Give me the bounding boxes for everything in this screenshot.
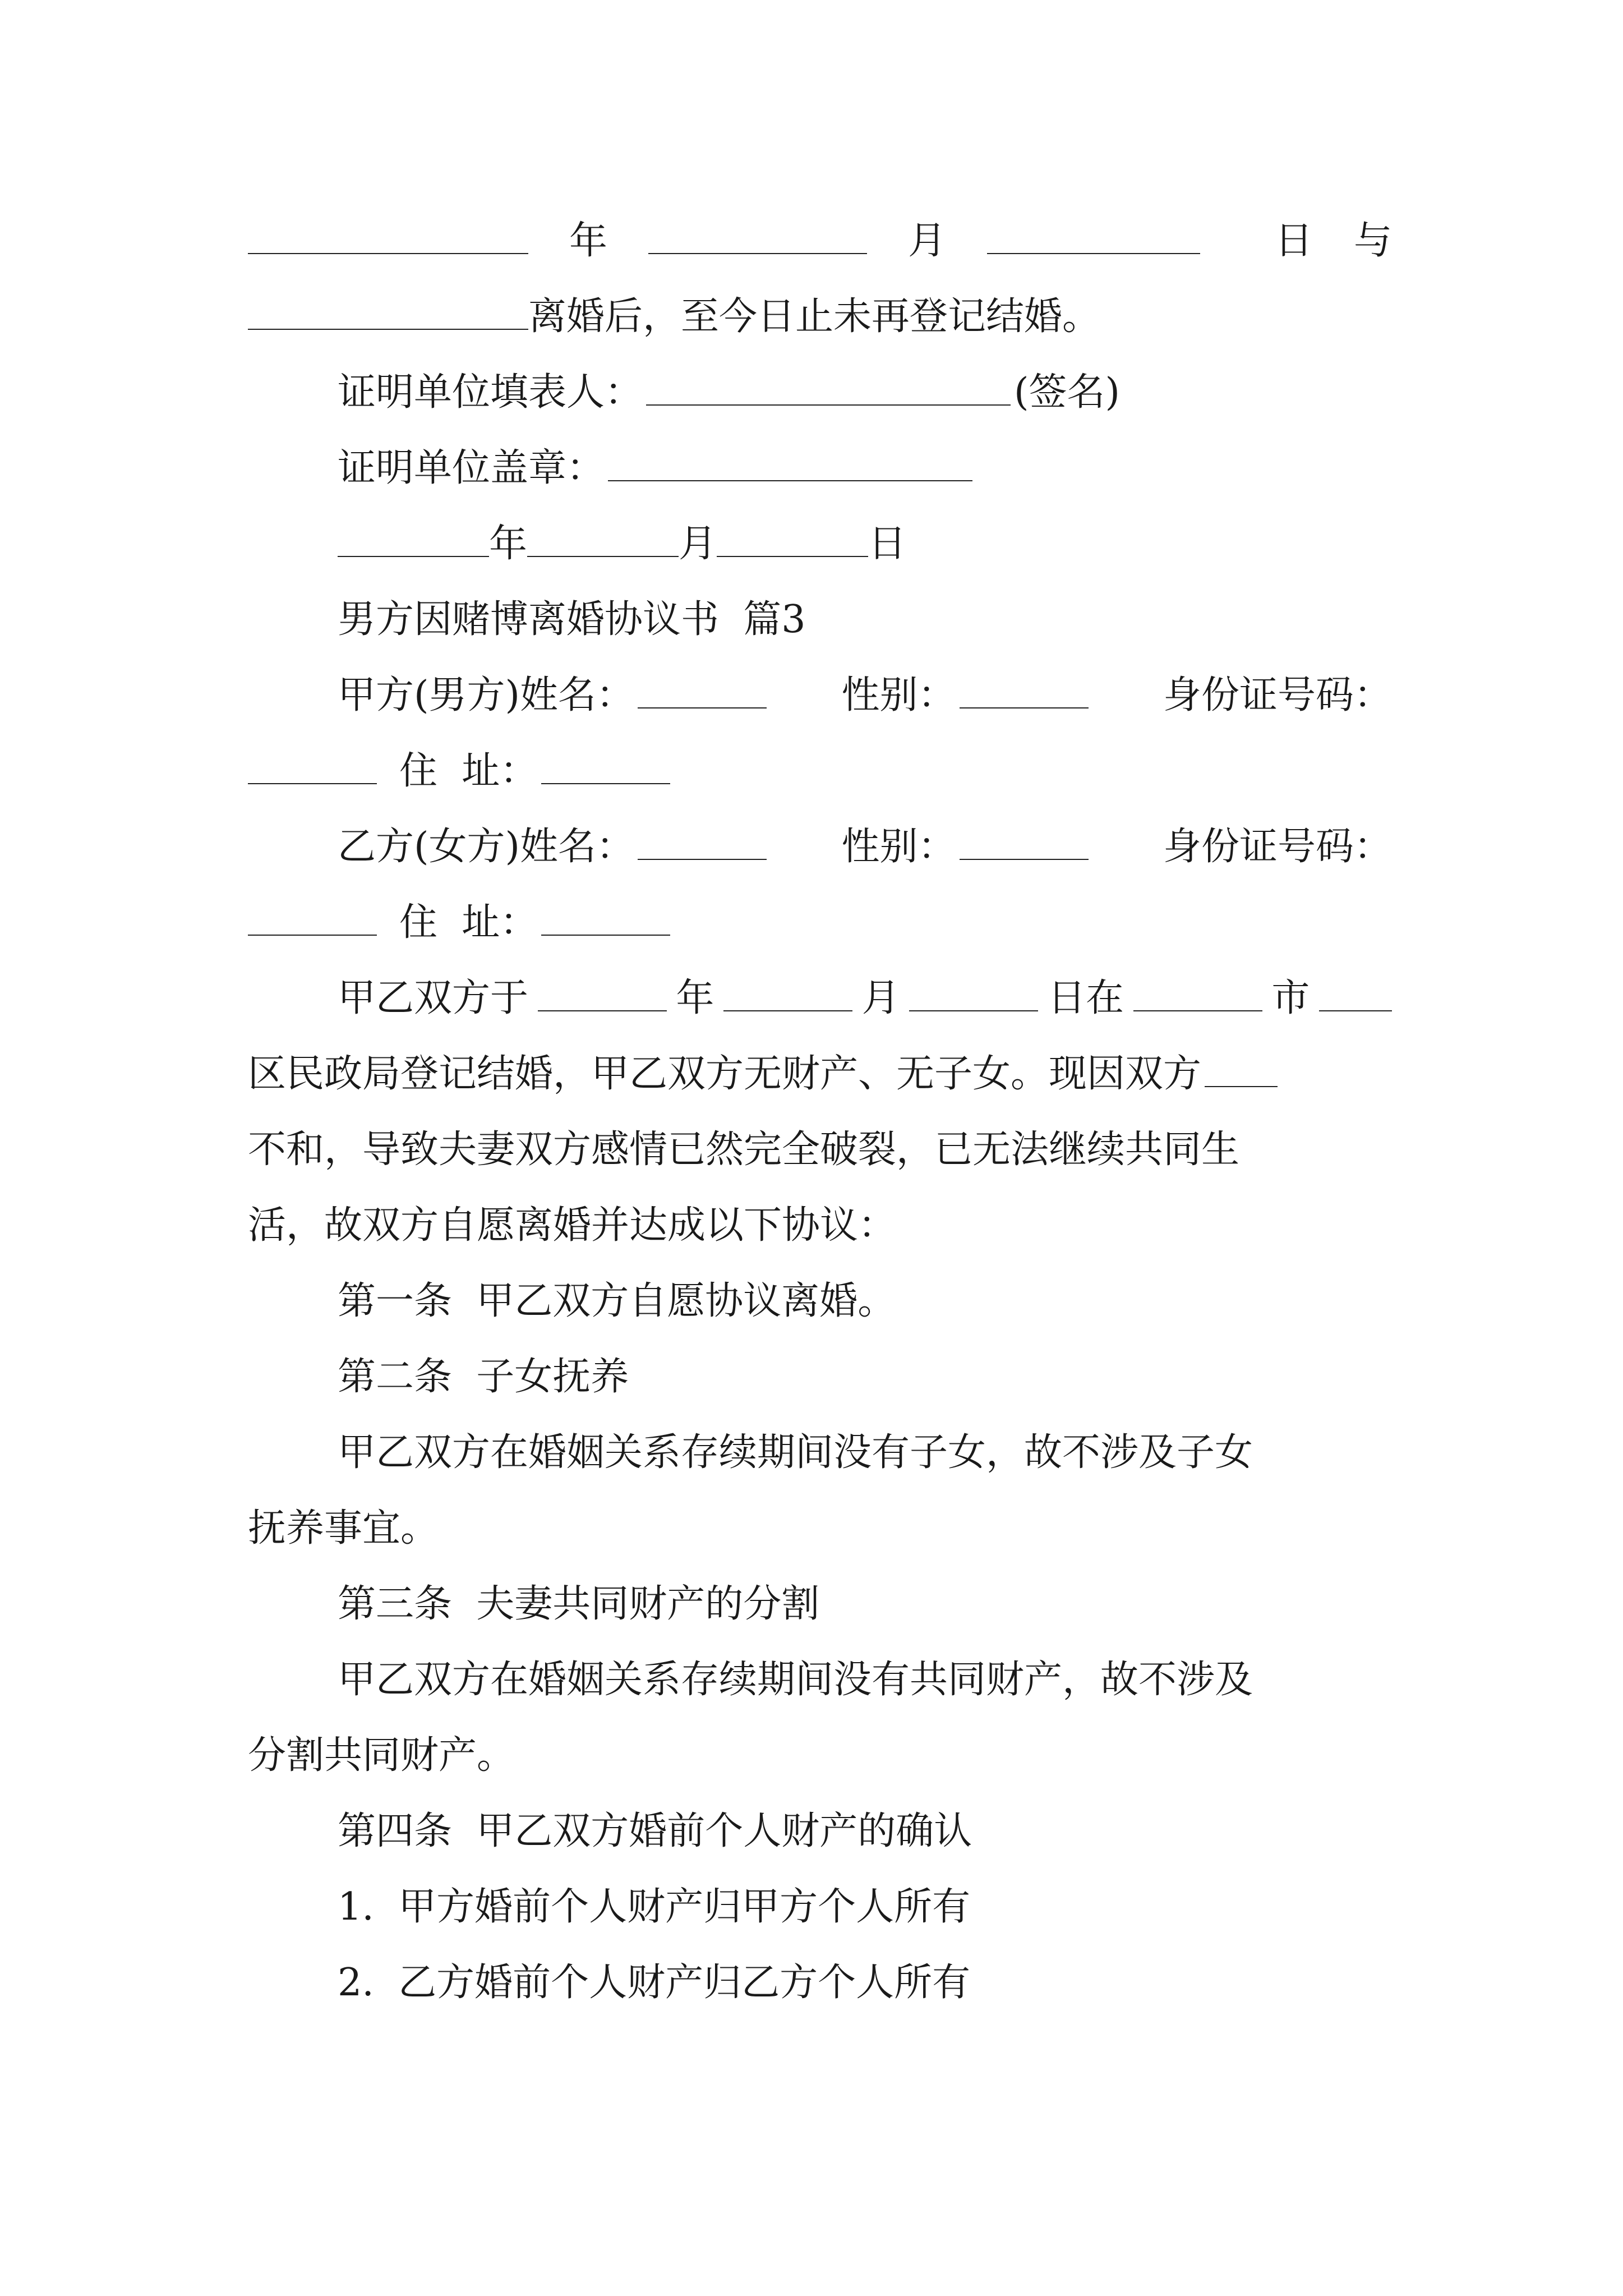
label-sex: 性别： bbox=[841, 825, 956, 869]
certificate-date-line bbox=[248, 216, 1392, 266]
label-sex: 性别： bbox=[841, 673, 956, 717]
list-item: 1. 甲方婚前个人财产归甲方个人所有 bbox=[338, 1885, 971, 1929]
paragraph-line: 甲乙双方在婚姻关系存续期间没有共同财产，故不涉及 bbox=[338, 1658, 1253, 1702]
label-id: 身份证号码： bbox=[1163, 673, 1392, 717]
section-title: 男方因赌博离婚协议书 篇3 bbox=[338, 597, 806, 642]
filler-signature-line bbox=[338, 367, 1482, 418]
label-month: 月 bbox=[861, 976, 900, 1020]
label-month: 月 bbox=[679, 522, 717, 566]
divorce-line bbox=[248, 292, 1392, 342]
label-filler: 证明单位填表人： bbox=[338, 370, 643, 415]
blank-field bbox=[538, 973, 667, 1011]
seal-line bbox=[338, 443, 1482, 494]
article-2-heading: 第二条 子女抚养 bbox=[338, 1355, 629, 1399]
label-day-at: 日在 bbox=[1047, 976, 1124, 1020]
blank-field bbox=[638, 822, 767, 860]
paragraph-line: 分割共同财产。 bbox=[248, 1733, 515, 1778]
label-name: 乙方(女方)姓名： bbox=[338, 825, 635, 869]
label-day: 日 bbox=[868, 522, 907, 566]
label-year: 年 bbox=[569, 219, 607, 263]
paragraph-line: 不和，导致夫妻双方感情已然完全破裂，已无法继续共同生 bbox=[248, 1128, 1240, 1172]
blank-field bbox=[987, 216, 1200, 254]
party-a-line bbox=[338, 670, 1392, 721]
marriage-registration-line bbox=[338, 973, 1392, 1024]
list-item: 2. 乙方婚前个人财产归乙方个人所有 bbox=[338, 1961, 971, 2005]
paragraph-line: 甲乙双方在婚姻关系存续期间没有子女，故不涉及子女 bbox=[338, 1430, 1253, 1475]
blank-field bbox=[248, 898, 377, 936]
label-sign: (签名) bbox=[1014, 370, 1121, 415]
text: 甲乙双方于 bbox=[338, 976, 529, 1020]
blank-field bbox=[717, 519, 868, 557]
label-address: 住 址： bbox=[399, 749, 538, 793]
blank-field bbox=[608, 443, 972, 481]
party-b-line bbox=[338, 822, 1392, 872]
party-a-address-line bbox=[248, 746, 1392, 797]
paragraph-line bbox=[248, 1049, 1392, 1099]
blank-field bbox=[248, 746, 377, 784]
article-3-heading: 第三条 夫妻共同财产的分割 bbox=[338, 1582, 820, 1626]
blank-field bbox=[960, 822, 1089, 860]
blank-field bbox=[909, 973, 1038, 1011]
label-id: 身份证号码： bbox=[1163, 825, 1392, 869]
paragraph-line: 抚养事宜。 bbox=[248, 1506, 439, 1550]
blank-field bbox=[248, 292, 528, 330]
party-b-address-line bbox=[248, 898, 1392, 948]
blank-field bbox=[541, 746, 670, 784]
article-1: 第一条 甲乙双方自愿协议离婚。 bbox=[338, 1279, 896, 1323]
label-day: 日 bbox=[1274, 219, 1313, 263]
blank-field bbox=[527, 519, 679, 557]
label-year: 年 bbox=[489, 522, 528, 566]
label-with: 与 bbox=[1353, 219, 1392, 263]
article-4-heading: 第四条 甲乙双方婚前个人财产的确认 bbox=[338, 1809, 972, 1853]
blank-field bbox=[960, 670, 1089, 708]
date-line bbox=[338, 519, 1482, 569]
label-year: 年 bbox=[676, 976, 714, 1020]
blank-field bbox=[1133, 973, 1262, 1011]
label-month: 月 bbox=[907, 219, 946, 263]
blank-field bbox=[648, 216, 867, 254]
blank-field bbox=[638, 670, 767, 708]
blank-field bbox=[248, 216, 528, 254]
paragraph-line: 活，故双方自愿离婚并达成以下协议： bbox=[248, 1203, 897, 1248]
blank-field bbox=[1205, 1049, 1278, 1087]
label-name: 甲方(男方)姓名： bbox=[338, 673, 635, 717]
text: 离婚后，至今日止未再登记结婚。 bbox=[528, 295, 1101, 339]
blank-field bbox=[541, 898, 670, 936]
blank-field bbox=[338, 519, 489, 557]
blank-field bbox=[723, 973, 852, 1011]
label-city: 市 bbox=[1271, 976, 1310, 1020]
label-seal: 证明单位盖章： bbox=[338, 446, 605, 490]
text: 区民政局登记结婚，甲乙双方无财产、无子女。现因双方 bbox=[248, 1052, 1202, 1096]
blank-field bbox=[646, 367, 1011, 406]
label-address: 住 址： bbox=[399, 900, 538, 945]
blank-field bbox=[1319, 973, 1392, 1011]
